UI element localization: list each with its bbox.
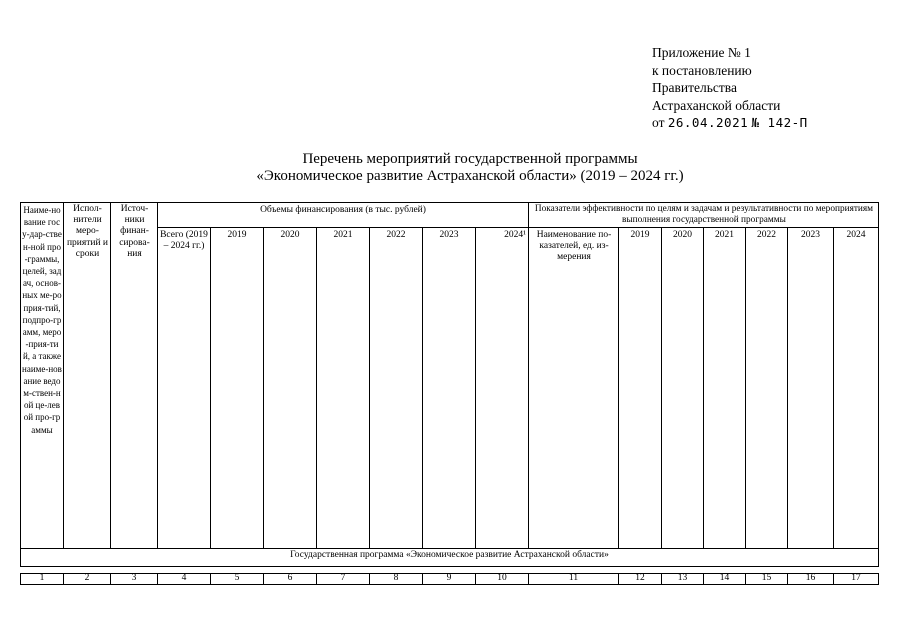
- column-number-label: 4: [181, 573, 187, 583]
- funding-year-2019: [211, 230, 263, 241]
- column-number: [788, 573, 833, 584]
- appendix-date: 26.04.2021: [667, 115, 749, 130]
- funding-year-label: 2021: [333, 230, 353, 240]
- column-number: [370, 573, 422, 584]
- funding-year-label: 2019: [227, 230, 247, 240]
- indicator-name-header: [532, 230, 616, 270]
- funding-year-2020: [264, 230, 316, 241]
- column-number-label: 1: [39, 573, 45, 583]
- indicator-year-label: 2024: [846, 230, 866, 240]
- column-number-label: 16: [805, 573, 816, 583]
- appendix-number: № 142-П: [751, 115, 808, 130]
- column-number-label: 14: [719, 573, 730, 583]
- column-number: [264, 573, 316, 584]
- column-number-label: 15: [761, 573, 772, 583]
- indicators-header-text: Показатели эффективности по целям и задачам и результативности по мероприятиям выполнения государственной программы: [534, 204, 874, 225]
- column-number-label: 5: [234, 573, 240, 583]
- funding-year-2021: [317, 230, 369, 241]
- funding-year-label: 2020: [280, 230, 300, 240]
- column-number-label: 10: [497, 573, 507, 583]
- funding-header-text: Объемы финансирования (в тыс. рублей): [260, 205, 426, 215]
- col1-header: [22, 204, 62, 548]
- col1-header-text: Наиме-нование госу-дар-ствен-ной про-граммы, целей, задач, основ-ных ме-роприя-тий, подпро-грамм, меро-прия-тий, а также наиме-нование ведом-ствен-ной це-левой про-граммы: [22, 205, 62, 435]
- total-header-text: Всего (2019 – 2024 гг.): [160, 230, 208, 252]
- column-number-label: 3: [131, 573, 137, 583]
- funding-year-label: 2024¹: [504, 230, 526, 240]
- column-number: [158, 573, 210, 584]
- col3-header: [112, 204, 157, 264]
- column-number-label: 9: [446, 573, 452, 583]
- column-number-label: 12: [635, 573, 645, 583]
- appendix-date-prefix: от: [652, 115, 665, 130]
- funding-year-2023: [423, 230, 475, 241]
- funding-year-label: 2022: [386, 230, 406, 240]
- indicator-year-2019: [619, 230, 661, 241]
- column-number: [211, 573, 263, 584]
- indicator-year-2021: [704, 230, 745, 241]
- indicator-year-label: 2022: [757, 230, 776, 240]
- col2-header: [65, 204, 110, 264]
- indicator-year-label: 2020: [673, 230, 692, 240]
- column-number: [746, 573, 787, 584]
- title-line-2: «Экономическое развитие Астраханской области» (2019 – 2024 гг.): [256, 168, 684, 184]
- appendix-line-3: Правительства: [652, 80, 737, 95]
- appendix-line-2: к постановлению: [652, 62, 752, 78]
- indicator-year-2023: [788, 230, 833, 241]
- indicator-year-label: 2021: [715, 230, 734, 240]
- column-number: [317, 573, 369, 584]
- program-row: [21, 550, 878, 561]
- appendix-line-4: Астраханской области: [652, 97, 781, 113]
- indicator-name-header-text: Наименование по-казателей, ед. из-мерения: [536, 230, 612, 263]
- indicator-year-label: 2019: [630, 230, 650, 240]
- total-header: [160, 230, 208, 270]
- indicator-year-2024: [834, 230, 878, 241]
- funding-year-label: 2023: [439, 230, 459, 240]
- column-number-label: 13: [677, 573, 688, 583]
- indicator-year-label: 2023: [801, 230, 820, 240]
- indicator-year-2022: [746, 230, 787, 241]
- column-number-label: 2: [84, 573, 90, 583]
- indicator-year-2020: [662, 230, 703, 241]
- title-line-1: Перечень мероприятий государственной программы: [302, 151, 638, 167]
- column-number-label: 17: [851, 573, 861, 583]
- column-number: [529, 573, 618, 584]
- column-number: [619, 573, 661, 584]
- program-row-text: Государственная программа «Экономическое развитие Астраханской области»: [290, 550, 609, 560]
- column-number: [111, 573, 157, 584]
- col2-header-text: Испол-нители меро-приятий и сроки: [66, 204, 109, 259]
- column-number: [662, 573, 703, 584]
- col3-header-text: Источ-ники финан-сирова-ния: [119, 204, 150, 259]
- indicators-header: [531, 204, 877, 227]
- column-number: [476, 573, 528, 584]
- column-number-label: 8: [393, 573, 399, 583]
- funding-header: [158, 205, 528, 225]
- column-number: [21, 573, 63, 584]
- column-number-label: 7: [340, 573, 346, 583]
- appendix-line-1: Приложение № 1: [652, 45, 751, 60]
- funding-year-2022: [370, 230, 422, 241]
- column-number: [64, 573, 110, 584]
- column-number-label: 11: [568, 573, 579, 583]
- column-number: [834, 573, 878, 584]
- column-number-label: 6: [287, 573, 293, 583]
- column-number: [423, 573, 475, 584]
- funding-year-2024: [476, 230, 528, 241]
- column-number: [704, 573, 745, 584]
